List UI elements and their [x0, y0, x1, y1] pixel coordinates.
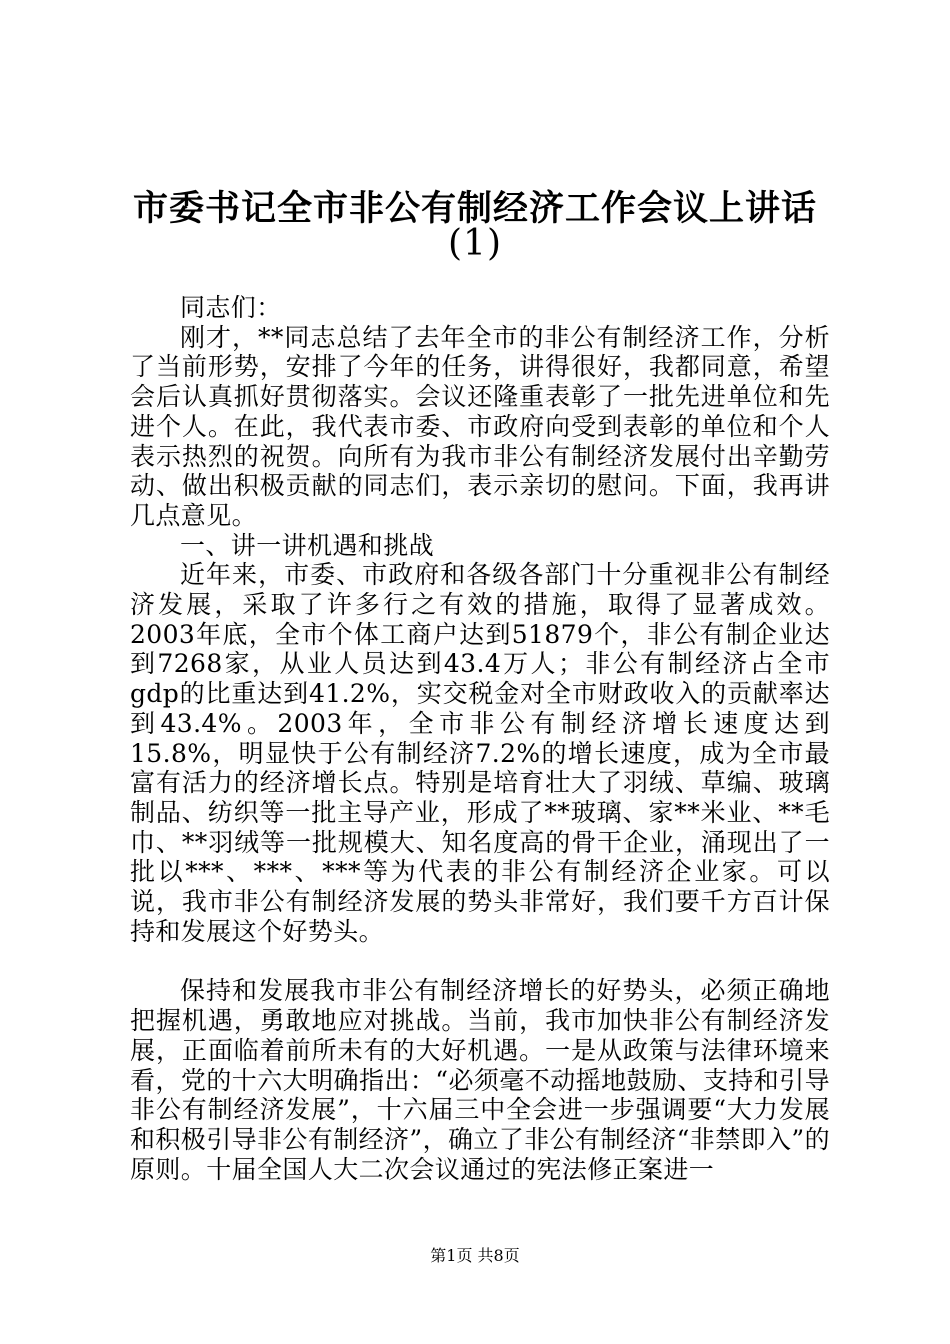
section-heading: 一、讲一讲机遇和挑战 — [180, 530, 435, 560]
document-title: 市委书记全市非公有制经济工作会议上讲话 — [132, 188, 817, 229]
document-title-suffix: (1) — [448, 223, 502, 264]
paragraph-achievements: 近年来，市委、市政府和各级各部门十分重视非公有制经济发展，采取了许多行之有效的措施，取得了显著成效。2003年底，全市个体工商户达到51879个，非公有制企业达到7268家，从业人员达到43.4万人；非公有制经济占全市gdp的比重达到41.2%，实交税金对全市财政收入的贡献率达到43.4%。2003年，全市非公有制经济增长速度达到15.8%，明显快于公有制经济7.2%的增长速度，成为全市最富有活力的经济增长点。特别是培育壮大了羽绒、草编、玻璃制品、纺织等一批主导产业，形成了**玻璃、家**米业、**毛巾、**羽绒等一批规模大、知名度高的骨干企业，涌现出了一批以***、***、***等为代表的非公有制经济企业家。可以说，我市非公有制经济发展的势头非常好，我们要千方百计保持和发展这个好势头。 — [130, 560, 830, 946]
salutation: 同志们： — [180, 293, 282, 322]
page-number-footer: 第1页 共8页 — [430, 1246, 520, 1265]
paragraph-opening: 刚才，**同志总结了去年全市的非公有制经济工作，分析了当前形势，安排了今年的任务，讲得很好，我都同意，希望会后认真抓好贯彻落实。会议还隆重表彰了一批先进单位和先进个人。在此，我代表市委、市政府向受到表彰的单位和个人表示热烈的祝贺。向所有为我市非公有制经济发展付出辛勤劳动、做出积极贡献的同志们，表示亲切的慰问。下面，我再讲几点意见。 — [130, 322, 830, 530]
document-body — [130, 293, 830, 1184]
paragraph-opportunities: 保持和发展我市非公有制经济增长的好势头，必须正确地把握机遇，勇敢地应对挑战。当前，我市加快非公有制经济发展，正面临着前所未有的大好机遇。一是从政策与法律环境来看，党的十六大明确指出：“必须毫不动摇地鼓励、支持和引导非公有制经济发展”，十六届三中全会进一步强调要“大力发展和积极引导非公有制经济”，确立了非公有制经济“非禁即入”的原则。十届全国人大二次会议通过的宪法修正案进一 — [130, 976, 830, 1184]
